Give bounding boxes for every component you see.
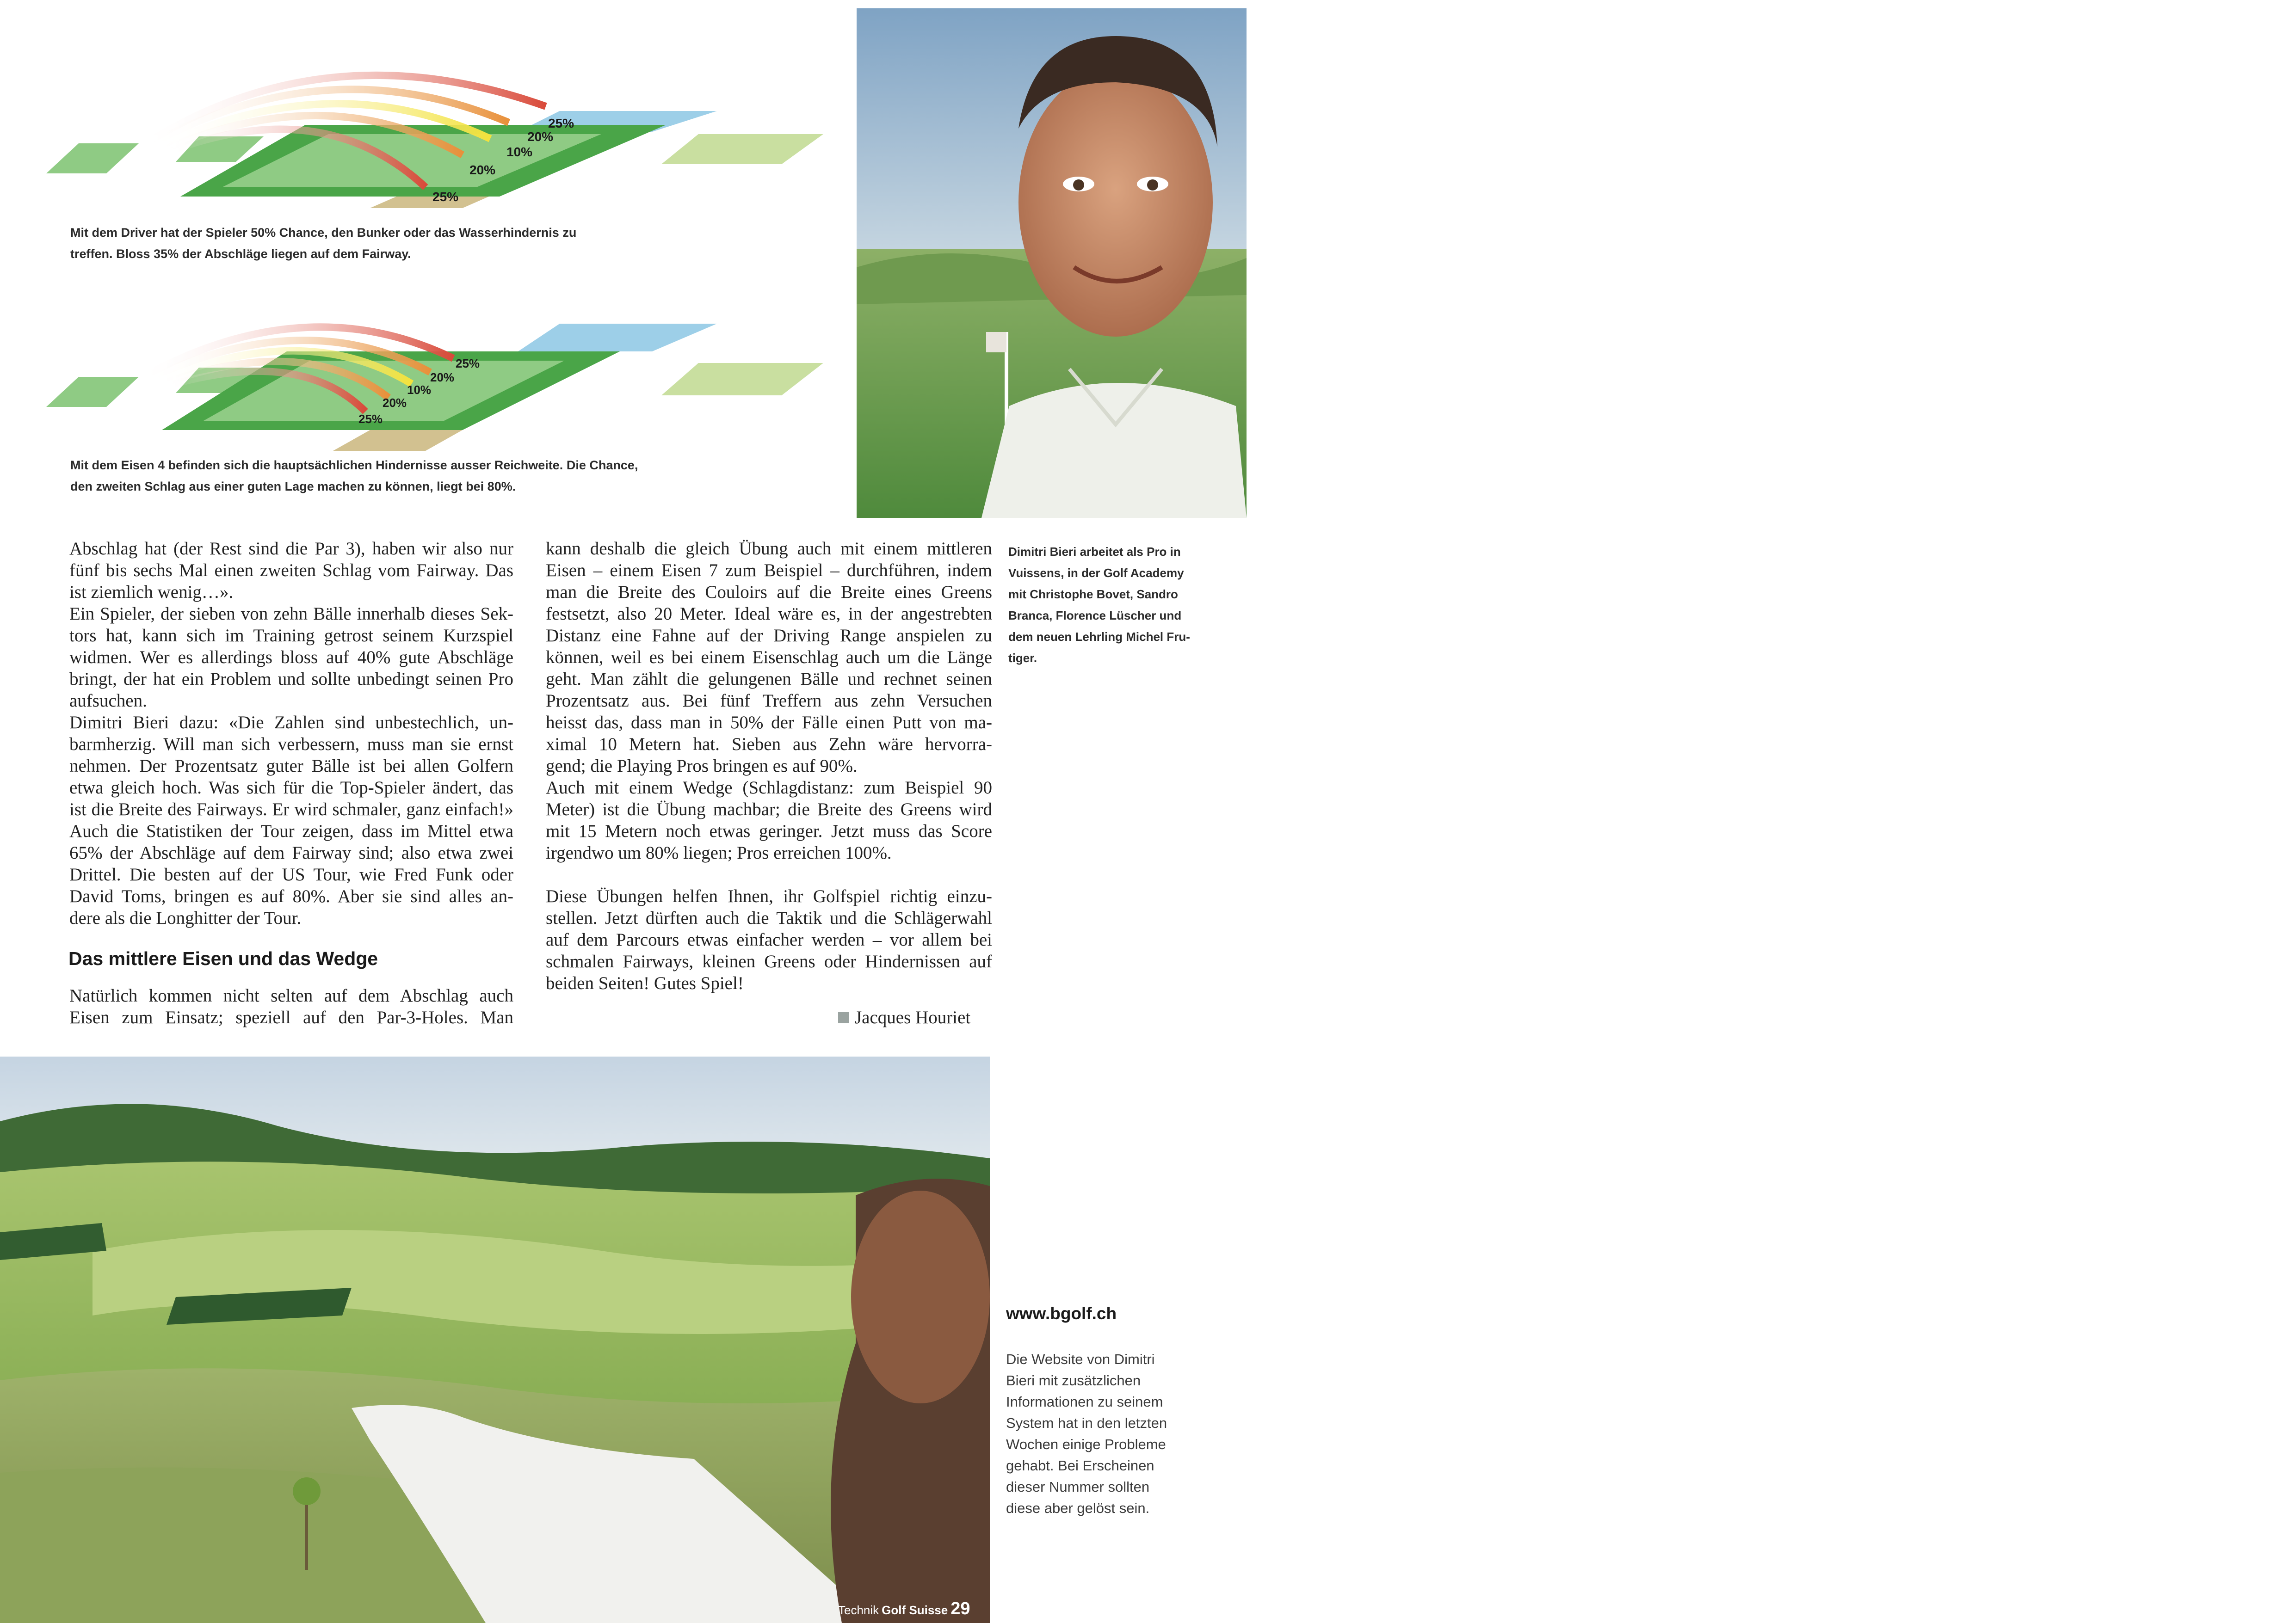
water-hazard bbox=[518, 324, 717, 351]
note-line: Die Website von Dimitri bbox=[1006, 1351, 1155, 1367]
text-line: Natürlich kommen nicht selten auf dem Abschlag auch bbox=[69, 986, 513, 1006]
text-line: 65% der Abschläge auf dem Fairway sind; also etwa zwei bbox=[69, 843, 513, 863]
note-line: Wochen einige Probleme bbox=[1006, 1436, 1166, 1452]
paragraph bbox=[546, 885, 992, 994]
text-line: etwa gleich hoch. Was sich für die Top-Spieler ändert, das bbox=[69, 778, 513, 798]
text-line: stellen. Jetzt dürften auch die Taktik und die Schlägerwahl bbox=[546, 908, 992, 928]
text-line: gend; die Playing Pros bringen es auf 90%. bbox=[546, 756, 858, 776]
pct-label: 20% bbox=[430, 370, 455, 384]
caption-line: Dimitri Bieri arbeitet als Pro in bbox=[1008, 545, 1181, 559]
text-line: können, weil es bei einem Eisenschlag auch um die Länge bbox=[546, 647, 992, 667]
text-line: fünf bis sechs Mal einen zweiten Schlag vom Fairway. Das bbox=[69, 560, 513, 580]
paragraph bbox=[546, 777, 992, 864]
diagram-driver bbox=[46, 37, 833, 217]
pct-label: 20% bbox=[527, 129, 554, 144]
text-line: widmen. Wer es allerdings bloss auf 40% gute Abschläge bbox=[69, 647, 513, 667]
text-line: Distanz eine Fahne auf der Driving Range anspielen zu bbox=[546, 626, 992, 646]
text-line: Dimitri Bieri dazu: «Die Zahlen sind unbestechlich, un- bbox=[69, 713, 513, 732]
article-column-1 bbox=[69, 538, 513, 929]
text-line: mit 15 Metern noch etwas geringer. Jetzt muss das Score bbox=[546, 821, 992, 841]
paragraph bbox=[69, 985, 513, 1028]
caption-line: Vuissens, in der Golf Academy bbox=[1008, 566, 1184, 580]
section-subheading: Das mittlere Eisen und das Wedge bbox=[68, 948, 378, 969]
tee-area bbox=[46, 377, 139, 407]
text-line: festsetzt, also 20 Meter. Ideal wäre es, in der angestrebten bbox=[546, 604, 992, 624]
page-number: 29 bbox=[950, 1599, 970, 1618]
author-byline bbox=[838, 1007, 970, 1028]
caption-line: Branca, Florence Lüscher und bbox=[1008, 609, 1182, 622]
pct-label: 10% bbox=[407, 383, 432, 397]
footer-magazine: Golf Suisse bbox=[882, 1603, 948, 1617]
text-line: ist ziemlich wenig…». bbox=[69, 582, 234, 602]
pct-label: 25% bbox=[548, 116, 574, 130]
fringe-right bbox=[661, 134, 823, 164]
text-line: bringt, der hat ein Problem und sollte unbedingt seinen Pro bbox=[69, 669, 513, 689]
caption-line: mit Christophe Bovet, Sandro bbox=[1008, 587, 1178, 601]
diagram-driver-caption bbox=[70, 222, 576, 264]
text-line: Auch mit einem Wedge (Schlagdistanz: zum Beispiel 90 bbox=[546, 778, 992, 798]
text-line: Diese Übungen helfen Ihnen, ihr Golfspiel richtig einzu- bbox=[546, 886, 992, 906]
caption-line: dem neuen Lehrling Michel Fru- bbox=[1008, 630, 1190, 644]
portrait-caption bbox=[1008, 541, 1190, 669]
text-line: Meter) ist die Übung machbar; die Breite des Greens wird bbox=[546, 799, 992, 819]
text-line: Ein Spieler, der sieben von zehn Bälle innerhalb dieses Sek- bbox=[69, 604, 513, 624]
pct-label: 10% bbox=[506, 145, 533, 159]
bunker bbox=[333, 430, 463, 451]
text-line: David Toms, bringen es auf 80%. Aber sie sind alles an- bbox=[69, 886, 513, 906]
text-line: heisst das, dass man in 50% der Fälle einen Putt von ma- bbox=[546, 713, 992, 732]
note-line: gehabt. Bei Erscheinen bbox=[1006, 1457, 1154, 1474]
note-line: diese aber gelöst sein. bbox=[1006, 1500, 1150, 1516]
website-title: www.bgolf.ch bbox=[1006, 1304, 1117, 1323]
website-note bbox=[1006, 1349, 1167, 1519]
text-line: geht. Man zählt die gelungenen Bälle und rechnet seinen bbox=[546, 669, 992, 689]
text-line: beiden Seiten! Gutes Spiel! bbox=[546, 973, 744, 993]
note-line: System hat in den letzten bbox=[1006, 1415, 1167, 1431]
byline-square-icon bbox=[838, 1012, 849, 1023]
portrait-photo bbox=[857, 8, 1247, 518]
text-line: irgendwo um 80% liegen; Pros erreichen 100%. bbox=[546, 843, 892, 863]
text-line: Eisen zum Einsatz; speziell auf den Par-3-Holes. Man bbox=[69, 1008, 513, 1027]
text-line: Eisen – einem Eisen 7 zum Beispiel – durchführen, indem bbox=[546, 560, 992, 580]
pct-label: 20% bbox=[383, 396, 407, 410]
text-line: Prozentsatz aus. Bei fünf Treffern aus zehn Versuchen bbox=[546, 691, 992, 711]
pct-label: 20% bbox=[469, 163, 496, 177]
caption-line: den zweiten Schlag aus einer guten Lage machen zu können, liegt bei 80%. bbox=[70, 480, 516, 493]
text-line: man die Breite des Couloirs auf die Breite eines Greens bbox=[546, 582, 992, 602]
text-line: schmalen Fairways, kleinen Greens oder Hindernissen auf bbox=[546, 952, 992, 971]
diagram-iron bbox=[46, 296, 833, 458]
paragraph-gap bbox=[546, 864, 992, 885]
diagram-iron-caption bbox=[70, 455, 638, 497]
note-line: dieser Nummer sollten bbox=[1006, 1479, 1150, 1495]
text-line: kann deshalb die gleich Übung auch mit einem mittleren bbox=[546, 539, 992, 559]
page-footer bbox=[838, 1599, 970, 1619]
pct-label: 25% bbox=[456, 357, 480, 370]
text-line: dere als die Longhitter der Tour. bbox=[69, 908, 302, 928]
pct-label: 25% bbox=[432, 190, 459, 204]
caption-line: treffen. Bloss 35% der Abschläge liegen auf dem Fairway. bbox=[70, 247, 411, 261]
text-line: Abschlag hat (der Rest sind die Par 3), haben wir also nur bbox=[69, 539, 513, 559]
paragraph bbox=[69, 538, 513, 603]
note-line: Informationen zu seinem bbox=[1006, 1394, 1163, 1410]
text-line: ist die Breite des Fairways. Er wird schmaler, ganz einfach!» bbox=[69, 799, 513, 819]
tee-area bbox=[46, 143, 139, 173]
text-line: Auch die Statistiken der Tour zeigen, dass im Mittel etwa bbox=[69, 821, 513, 841]
note-line: Bieri mit zusätzlichen bbox=[1006, 1372, 1141, 1389]
text-line: tors hat, kann sich im Training getrost seinem Kurzspiel bbox=[69, 626, 513, 646]
paragraph bbox=[69, 603, 513, 712]
author-name: Jacques Houriet bbox=[855, 1008, 971, 1027]
caption-line: Mit dem Eisen 4 befinden sich die hauptsächlichen Hindernisse ausser Reichweite. Die Chance, bbox=[70, 458, 638, 472]
paragraph bbox=[546, 538, 992, 777]
text-line: nehmen. Der Prozentsatz guter Bälle ist bei allen Golfern bbox=[69, 756, 513, 776]
article-column-2 bbox=[546, 538, 992, 994]
text-line: barmherzig. Will man sich verbessern, muss man sie ernst bbox=[69, 734, 513, 754]
portrait-illustration bbox=[857, 8, 1247, 518]
blank-area bbox=[1247, 0, 2296, 1623]
text-line: aufsuchen. bbox=[69, 691, 147, 711]
paragraph bbox=[69, 712, 513, 929]
caption-line: tiger. bbox=[1008, 651, 1037, 665]
landscape-photo bbox=[0, 1057, 990, 1623]
landscape-illustration bbox=[0, 1057, 990, 1623]
text-line: auf dem Parcours etwas einfacher werden – vor allem bei bbox=[546, 930, 992, 950]
article-column-1-continued bbox=[69, 985, 513, 1028]
footer-section: Technik bbox=[838, 1603, 879, 1617]
caption-line: Mit dem Driver hat der Spieler 50% Chance, den Bunker oder das Wasserhindernis zu bbox=[70, 226, 577, 240]
pct-label: 25% bbox=[358, 412, 383, 426]
fringe-right bbox=[661, 363, 823, 395]
text-line: ximal 10 Metern hat. Sieben aus Zehn wäre hervorra- bbox=[546, 734, 992, 754]
text-line: Drittel. Die besten auf der US Tour, wie Fred Funk oder bbox=[69, 865, 513, 885]
